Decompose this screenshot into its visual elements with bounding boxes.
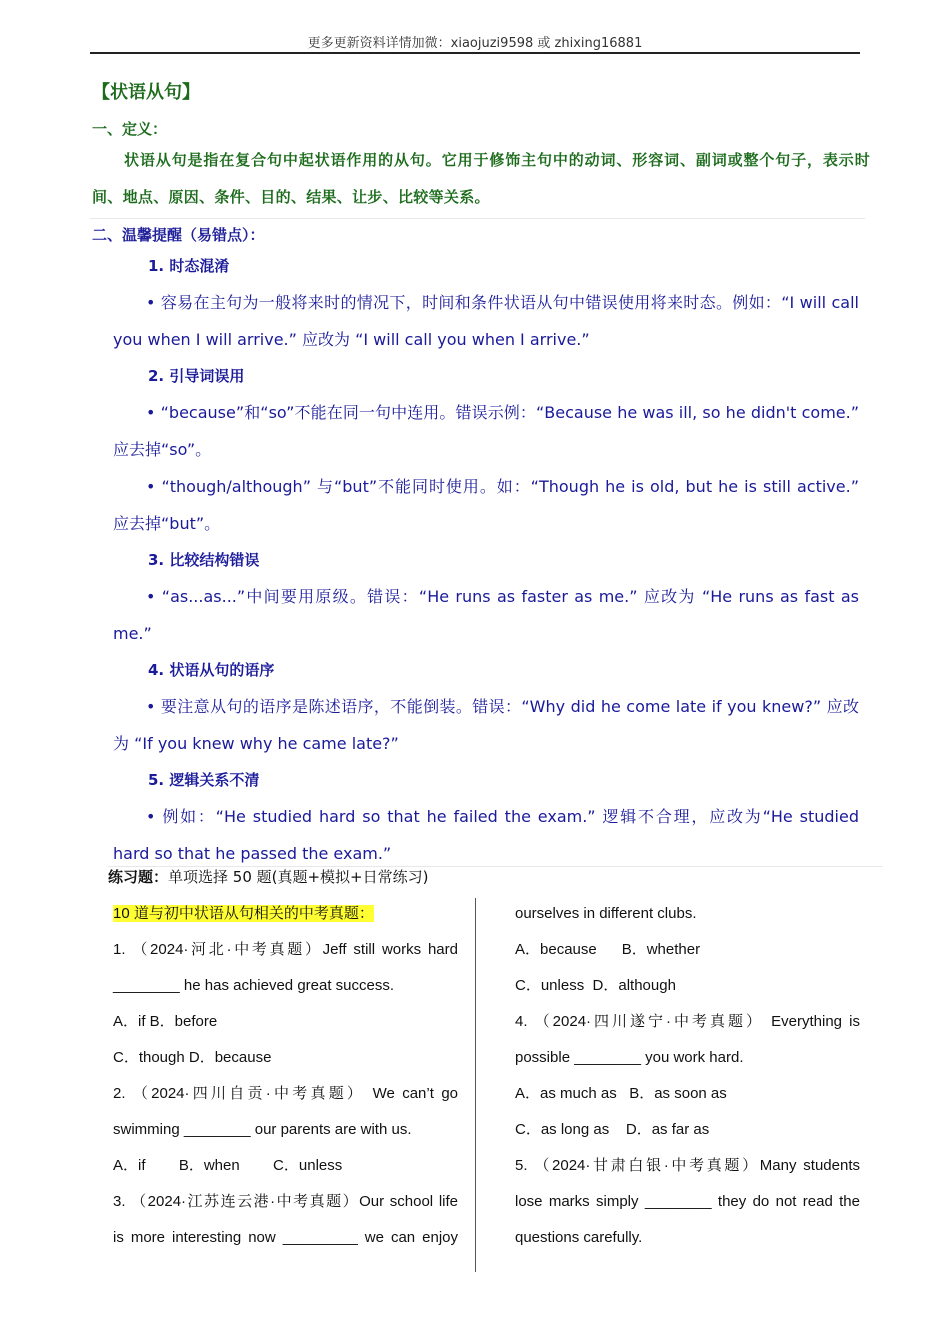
exercise-label: 练习题： [108,868,169,886]
tip-paragraph: • 要注意从句的语序是陈述语序，不能倒装。错误：“Why did he come late if you knew?” 应改为 “If you knew why he came late?” [113,697,859,753]
tip-item [113,358,859,542]
option-line: A．if B．before [113,1013,218,1030]
question-line: 5. （2024·甘肃白银·中考真题）Many students [515,1157,860,1174]
tips-heading: 二、温馨提醒（易错点）： [92,226,265,244]
tip-item [113,248,859,358]
section-divider [90,218,865,219]
column-divider [475,898,476,1272]
question-line: ________ he has achieved great success. [113,977,395,994]
option-line: A．because B．whether [515,941,701,958]
tip-item [113,762,859,872]
option-line: A．if B．when C．unless [113,1157,343,1174]
exercise-heading [108,866,428,887]
tip-title: 1. 时态混淆 [148,257,230,275]
question-line: 4. （2024·四川遂宁·中考真题） Everything is [515,1013,860,1030]
question-line: 2. （2024·四川自贡·中考真题） We can’t go [113,1085,458,1102]
question-line: swimming ________ our parents are with us. [113,1121,412,1138]
definition-heading: 一、定义： [92,120,168,138]
tip-paragraph: • “as...as...”中间要用原级。错误：“He runs as faster as me.” 应改为 “He runs as fast as me.” [113,587,859,643]
question-line: possible ________ you work hard. [515,1049,744,1066]
question-line: 3. （2024·江苏连云港·中考真题）Our school life [113,1193,458,1210]
option-line: C．unless D．although [515,977,676,994]
exam-section-title: 10 道与初中状语从句相关的中考真题： [113,905,374,922]
question-line: lose marks simply ________ they do not read the [515,1193,860,1210]
definition-body: 状语从句是指在复合句中起状语作用的从句。它用于修饰主句中的动词、形容词、副词或整个句子，表示时间、地点、原因、条件、目的、结果、让步、比较等关系。 [92,151,870,206]
question-line: is more interesting now _________ we can enjoy [113,1229,458,1246]
tip-paragraph: • 容易在主句为一般将来时的情况下，时间和条件状语从句中错误使用将来时态。例如：“I will call you when I will arrive.” 应改为 “I will call you when I arrive.” [113,293,859,349]
option-line: C．though D．because [113,1049,272,1066]
question-line: ourselves in different clubs. [515,905,697,922]
page-title: 【状语从句】 [92,82,200,103]
tip-title: 3. 比较结构错误 [148,551,260,569]
tip-item [113,542,859,652]
option-line: C．as long as D．as far as [515,1121,710,1138]
tip-title: 5. 逻辑关系不清 [148,771,260,789]
tip-paragraph: • “because”和“so”不能在同一句中连用。错误示例：“Because he was ill, so he didn't come.” 应去掉“so”。 [113,403,859,459]
tip-item [113,652,859,762]
exercise-subtitle: 单项选择 50 题(真题+模拟+日常练习) [168,868,429,886]
tips-list [113,248,859,872]
option-line: A．as much as B．as soon as [515,1085,727,1102]
tip-paragraph: • 例如：“He studied hard so that he failed the exam.” 逻辑不合理，应改为“He studied hard so that he passed the exam.” [113,807,859,863]
exercise-left-column [113,896,458,1256]
question-line: questions carefully. [515,1229,643,1246]
page-header: 更多更新资料详情加微：xiaojuzi9598 或 zhixing16881 [90,32,860,54]
tip-paragraph: • “though/although” 与“but”不能同时使用。如：“Though he is old, but he is still active.” 应去掉“but”。 [113,477,859,533]
exercise-right-column [515,896,860,1256]
question-line: 1. （2024·河北·中考真题）Jeff still works hard [113,941,458,958]
tip-title: 2. 引导词误用 [148,367,245,385]
tip-title: 4. 状语从句的语序 [148,661,275,679]
